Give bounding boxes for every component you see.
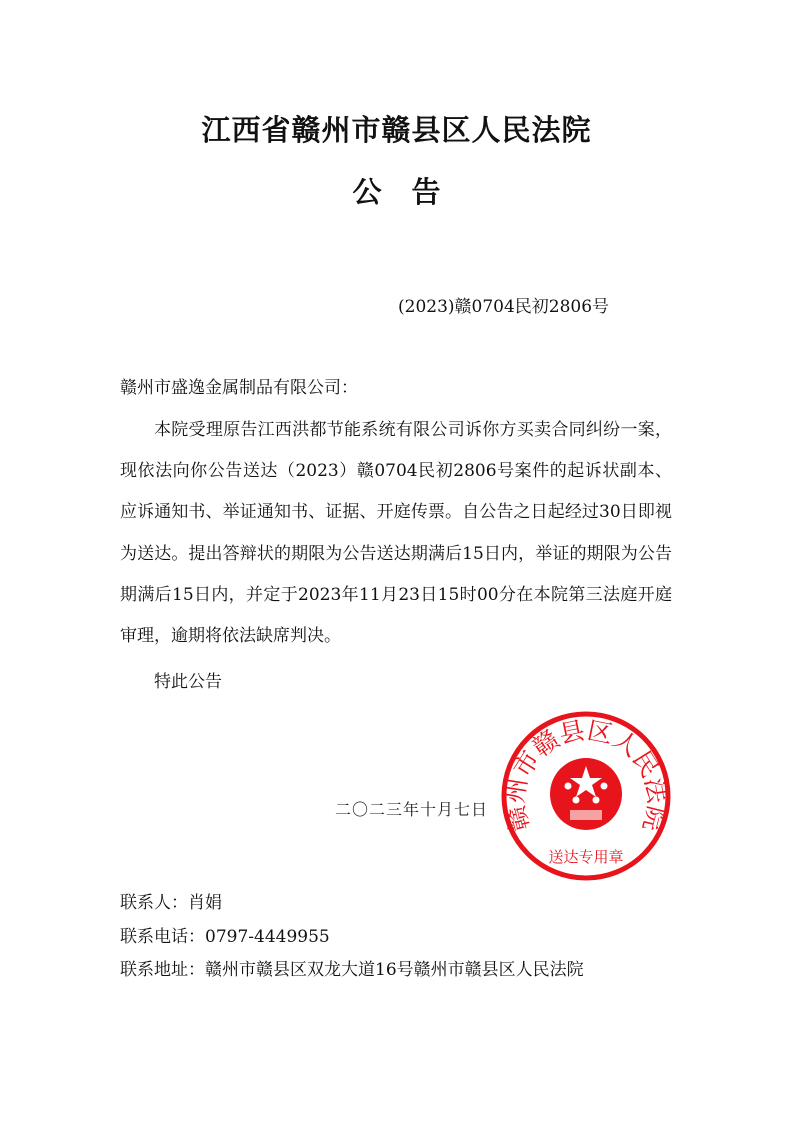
contact-address: 联系地址：赣州市赣县区双龙大道16号赣州市赣县区人民法院	[120, 960, 584, 980]
addressee: 赣州市盛逸金属制品有限公司：	[120, 378, 358, 398]
closing-line: 特此公告	[154, 672, 222, 692]
seal-bottom-text: 送达专用章	[548, 848, 624, 866]
court-title: 江西省赣州市赣县区人民法院	[201, 113, 592, 147]
contact-person: 联系人：肖娟	[120, 893, 222, 913]
case-number: (2023)赣0704民初2806号	[398, 297, 610, 317]
seal-ring-text: 赣州市赣县区人民法院	[500, 715, 672, 835]
contact-phone: 联系电话：0797-4449955	[120, 927, 330, 947]
issue-date: 二〇二三年十月七日	[334, 800, 488, 819]
notice-body: 本院受理原告江西洪都节能系统有限公司诉你方买卖合同纠纷一案，现依法向你公告送达（2023）赣0704民初2806号案件的起诉状副本、应诉通知书、举证通知书、证据、开庭传票。自公告之日起经过30日即视为送达。提出答辩状的期限为公告送达期满后15日内，举证的期限为公告期满后15日内，并定于2023年11月23日15时00分在本院第三法庭开庭审理，逾期将依法缺席判决。	[120, 420, 672, 647]
national-emblem-icon	[550, 758, 622, 830]
court-seal-stamp	[500, 710, 672, 882]
document-type: 公告	[352, 175, 471, 209]
